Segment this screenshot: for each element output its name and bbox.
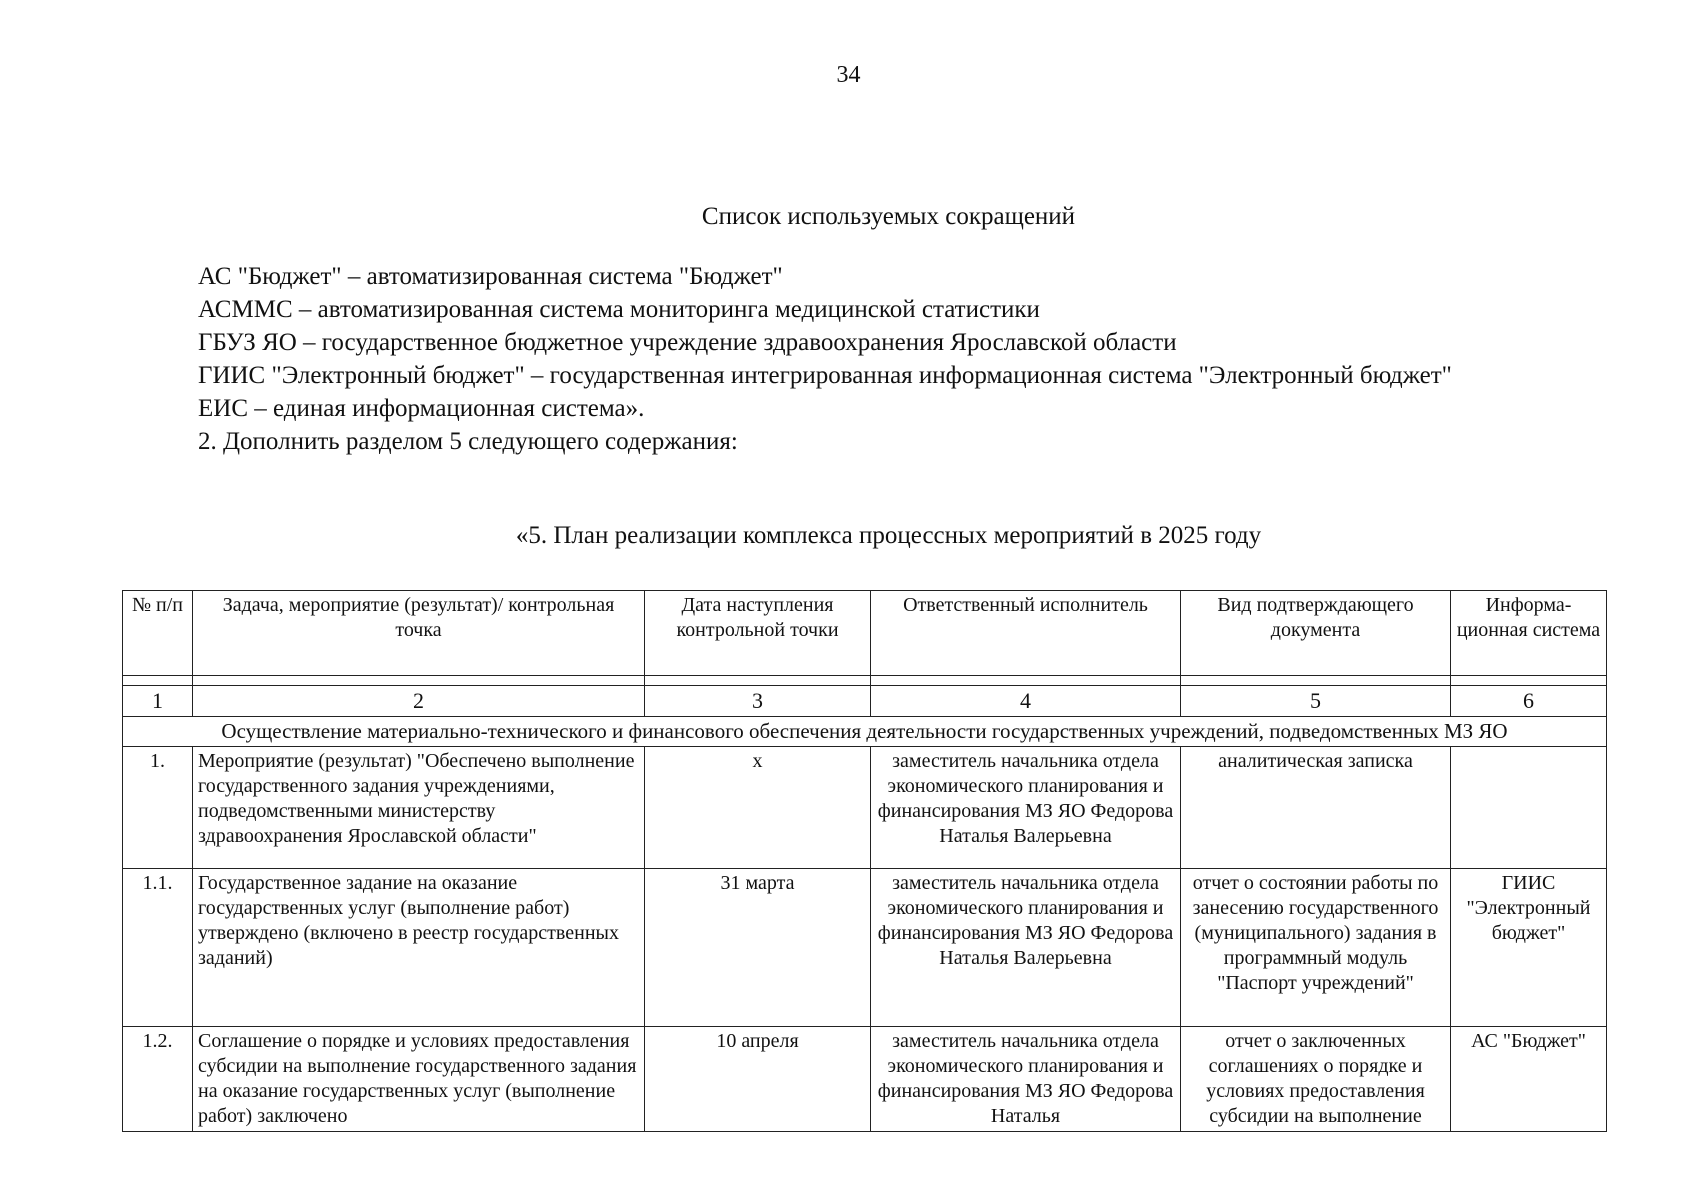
column-number: 3	[645, 686, 871, 717]
page-number: 34	[836, 62, 861, 88]
plan-title: «5. План реализации комплекса процессных мероприятий в 2025 году	[515, 522, 1262, 549]
abbreviations-title: Список используемых сокращений	[701, 203, 1076, 230]
table-row	[123, 869, 1607, 1027]
column-header: Ответственный исполнитель	[871, 591, 1181, 676]
abbreviation-item: ЕИС – единая информационная система».	[198, 395, 645, 422]
date-cell: 10 апреля	[645, 1027, 871, 1132]
row-number: 1.2.	[123, 1027, 193, 1132]
abbreviation-item: АСММС – автоматизированная система мониторинга медицинской статистики	[198, 296, 1040, 323]
row-number: 1.	[123, 747, 193, 869]
date-cell: х	[645, 747, 871, 869]
table-row	[123, 1027, 1607, 1132]
group-header: Осуществление материально-технического и финансового обеспечения деятельности государственных учреждений, подведомственных МЗ ЯО	[123, 717, 1607, 747]
column-number-row	[123, 686, 1607, 717]
responsible-cell: заместитель начальника отдела экономического планирования и финансирования МЗ ЯО Федорова Наталья Валерьевна	[871, 869, 1181, 1027]
header-separator	[123, 676, 1607, 686]
table-header-row	[123, 591, 1607, 676]
document-cell: отчет о состоянии работы по занесению государственного (муниципального) задания в программный модуль "Паспорт учреждений"	[1181, 869, 1451, 1027]
task-cell: Государственное задание на оказание государственных услуг (выполнение работ) утверждено (включено в реестр государственных заданий)	[193, 869, 645, 1027]
column-header: Вид подтверждающего документа	[1181, 591, 1451, 676]
task-cell: Соглашение о порядке и условиях предоставления субсидии на выполнение государственного задания на оказание государственных услуг (выполнение работ) заключено	[193, 1027, 645, 1132]
plan-table	[122, 590, 1607, 1132]
abbreviations-list	[127, 260, 1605, 458]
column-header: Дата наступления контрольной точки	[645, 591, 871, 676]
system-cell: АС "Бюджет"	[1451, 1027, 1607, 1132]
column-number: 1	[123, 686, 193, 717]
responsible-cell: заместитель начальника отдела экономического планирования и финансирования МЗ ЯО Федорова Наталья Валерьевна	[871, 747, 1181, 869]
abbreviation-item: ГБУЗ ЯО – государственное бюджетное учреждение здравоохранения Ярославской области	[198, 329, 1177, 356]
date-cell: 31 марта	[645, 869, 871, 1027]
column-header: Информа-ционная система	[1451, 591, 1607, 676]
system-cell: ГИИС "Электронный бюджет"	[1451, 869, 1607, 1027]
task-cell: Мероприятие (результат) "Обеспечено выполнение государственного задания учреждениями, подведомственными министерству здравоохранения Ярославской области"	[193, 747, 645, 869]
document-cell: аналитическая записка	[1181, 747, 1451, 869]
responsible-cell: заместитель начальника отдела экономического планирования и финансирования МЗ ЯО Федорова Наталья	[871, 1027, 1181, 1132]
column-header: Задача, мероприятие (результат)/ контрольная точка	[193, 591, 645, 676]
abbreviation-item: ГИИС "Электронный бюджет" – государственная интегрированная информационная система "Электронный бюджет"	[198, 362, 1452, 389]
column-header: № п/п	[123, 591, 193, 676]
column-number: 4	[871, 686, 1181, 717]
group-header-row	[123, 717, 1607, 747]
column-number: 2	[193, 686, 645, 717]
document-cell: отчет о заключенных соглашениях о порядке и условиях предоставления субсидии на выполнение	[1181, 1027, 1451, 1132]
column-number: 6	[1451, 686, 1607, 717]
abbreviation-item: АС "Бюджет" – автоматизированная система "Бюджет"	[198, 263, 783, 290]
column-number: 5	[1181, 686, 1451, 717]
system-cell	[1451, 747, 1607, 869]
table-row	[123, 747, 1607, 869]
amendment-paragraph: 2. Дополнить разделом 5 следующего содержания:	[198, 428, 738, 455]
row-number: 1.1.	[123, 869, 193, 1027]
